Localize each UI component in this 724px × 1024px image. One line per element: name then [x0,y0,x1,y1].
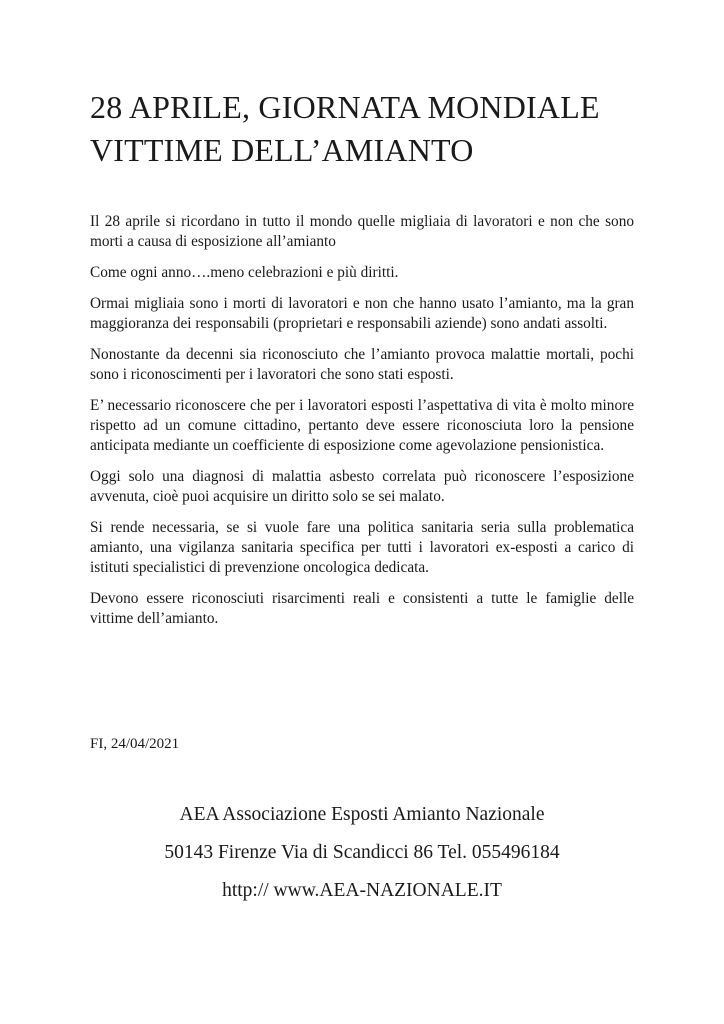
paragraph-3: Ormai migliaia sono i morti di lavoratori e non che hanno usato l’amianto, ma la gran maggioranza dei responsabili (proprietari e responsabili aziende) sono andati assolti. [90,295,634,332]
organization-address: 50143 Firenze Via di Scandicci 86 Tel. 055496184 [164,842,560,863]
date-line: FI, 24/04/2021 [90,736,180,752]
paragraph-8: Devono essere riconosciuti risarcimenti reali e consistenti a tutte le famiglie delle vittime dell’amianto. [90,590,634,627]
organization-website: http:// www.AEA-NAZIONALE.IT [222,880,502,901]
paragraph-4: Nonostante da decenni sia riconosciuto che l’amianto provoca malattie mortali, pochi sono i riconoscimenti per i lavoratori che sono stati esposti. [90,346,634,383]
paragraph-6: Oggi solo una diagnosi di malattia asbesto correlata può riconoscere l’esposizione avvenuta, cioè puoi acquisire un diritto solo se sei malato. [90,468,634,505]
organization-name: AEA Associazione Esposti Amianto Nazionale [179,804,545,825]
paragraph-2: Come ogni anno….meno celebrazioni e più diritti. [90,264,399,281]
paragraph-5: E’ necessario riconoscere che per i lavoratori esposti l’aspettativa di vita è molto minore rispetto ad un comune cittadino, pertanto deve essere riconosciuta loro la pensione anticipata mediante un coefficiente di esposizione come agevolazione pensionistica. [90,397,634,454]
document-title [90,86,650,172]
footer-signature [90,796,634,910]
title-line-1: 28 APRILE, GIORNATA MONDIALE [90,89,600,125]
title-line-2: VITTIME DELL’AMIANTO [90,132,474,168]
paragraph-1: Il 28 aprile si ricordano in tutto il mondo quelle migliaia di lavoratori e non che sono morti a causa di esposizione all’amianto [90,213,634,250]
document-body [90,212,634,640]
paragraph-7: Si rende necessaria, se si vuole fare una politica sanitaria seria sulla problematica amianto, una vigilanza sanitaria specifica per tutti i lavoratori ex-esposti a carico di istituti specialistici di prevenzione oncologica dedicata. [90,519,634,576]
